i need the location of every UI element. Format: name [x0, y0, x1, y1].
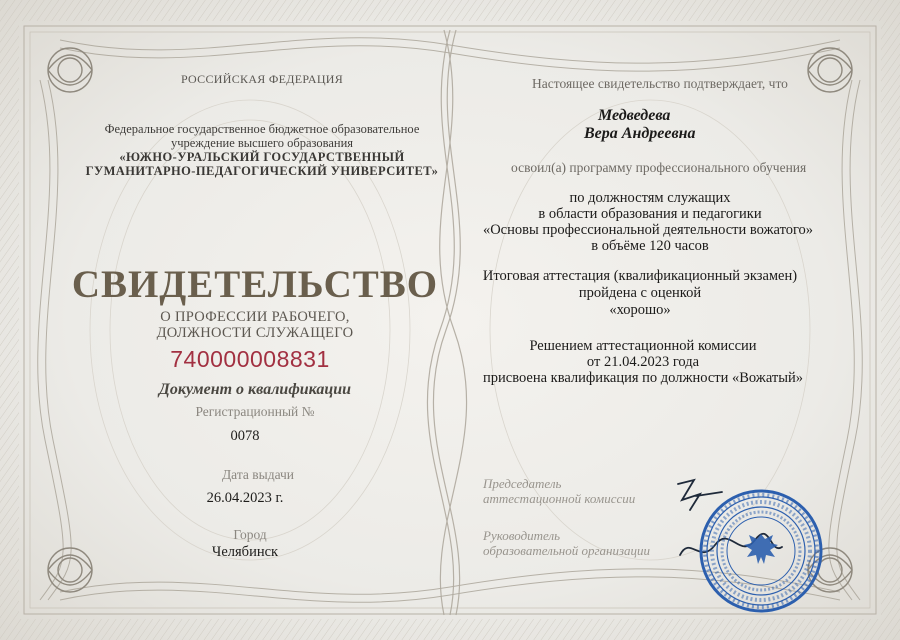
city-label: Город: [233, 527, 267, 542]
program-hours: в объёме 120 часов: [591, 238, 709, 254]
exam-grade: «хорошо»: [609, 302, 671, 318]
chairman-label-line-2: аттестационной комиссии: [483, 491, 636, 506]
organization-line-1: Федеральное государственное бюджетное образовательное: [104, 122, 420, 136]
registration-label: Регистрационный №: [195, 404, 315, 419]
organization-line-2: учреждение высшего образования: [170, 136, 354, 150]
issue-date-label: Дата выдачи: [221, 467, 295, 482]
organization-line-4: ГУМАНИТАРНО-ПЕДАГОГИЧЕСКИЙ УНИВЕРСИТЕТ»: [85, 164, 439, 178]
issue-date: 26.04.2023 г.: [206, 490, 284, 506]
holder-surname: Медведева: [598, 107, 671, 124]
certification-intro: Настоящее свидетельство подтверждает, что: [532, 76, 788, 91]
holder-given-names: Вера Андреевна: [584, 125, 696, 142]
document-subtitle-line-1: О ПРОФЕССИИ РАБОЧЕГО,: [160, 309, 350, 325]
qualification-document-label: Документ о квалификации: [158, 381, 352, 398]
decision-line-1: Решением аттестационной комиссии: [529, 338, 757, 354]
registration-number: 0078: [230, 428, 260, 444]
program-mastered-text: освоил(а) программу профессионального обучения: [511, 160, 807, 175]
director-label-line-1: Руководитель: [483, 528, 561, 543]
document-subtitle-line-2: ДОЛЖНОСТИ СЛУЖАЩЕГО: [156, 325, 354, 341]
exam-line-2: пройдена с оценкой: [578, 285, 702, 301]
chairman-label-line-1: Председатель: [483, 476, 562, 491]
program-line-2: в области образования и педагогики: [538, 206, 762, 222]
city-name: Челябинск: [211, 544, 279, 560]
organization-line-3: «ЮЖНО-УРАЛЬСКИЙ ГОСУДАРСТВЕННЫЙ: [119, 150, 405, 164]
director-label-line-2: образовательной организации: [483, 543, 651, 558]
official-seal: [698, 488, 824, 614]
decision-date: от 21.04.2023 года: [586, 354, 700, 370]
document-title: СВИДЕТЕЛЬСТВО: [71, 263, 439, 306]
serial-number: 740000008831: [170, 346, 330, 372]
program-line-1: по должностям служащих: [569, 190, 731, 206]
qualification-awarded: присвоена квалификация по должности «Вожатый»: [483, 370, 803, 386]
program-title: «Основы профессиональной деятельности вожатого»: [482, 222, 814, 238]
exam-line-1: Итоговая аттестация (квалификационный экзамен): [482, 268, 798, 284]
country-name: РОССИЙСКАЯ ФЕДЕРАЦИЯ: [180, 72, 344, 86]
